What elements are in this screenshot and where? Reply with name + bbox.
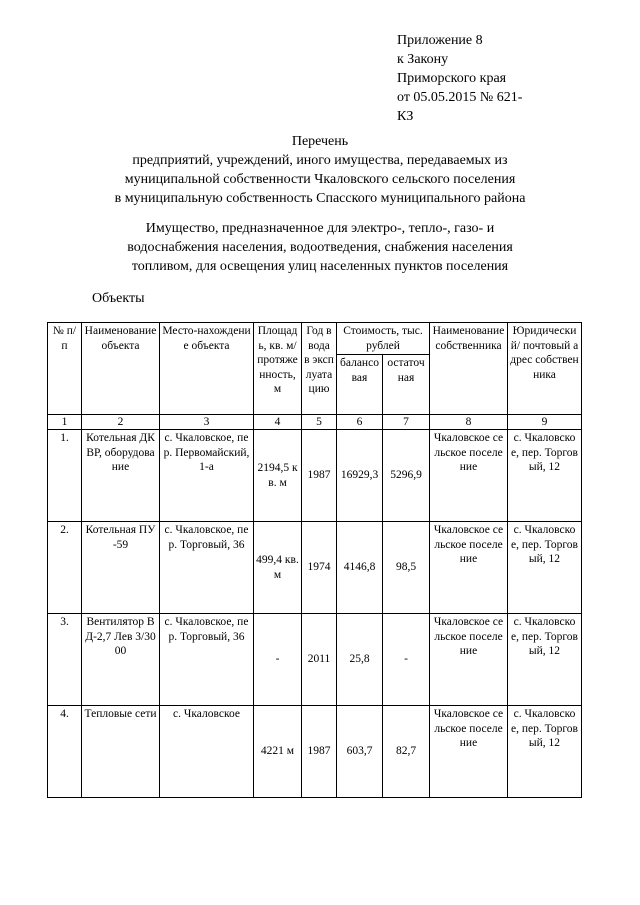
cell-address: с. Чкаловское, пер. Торговый, 12: [508, 706, 582, 798]
col-number: 9: [508, 415, 582, 430]
objects-label: Объекты: [92, 291, 145, 306]
cell-name: Вентилятор ВД-2,7 Лев 3/3000: [82, 614, 160, 706]
cell-location: с. Чкаловское, пер. Торговый, 36: [160, 614, 254, 706]
cell-year: 1987: [302, 706, 337, 798]
cell-no: 4.: [48, 706, 82, 798]
header-residual: остаточная: [383, 355, 430, 415]
header-location: Место-нахождение объекта: [160, 323, 254, 415]
objects-table: [47, 322, 582, 798]
table-row: [48, 614, 582, 706]
cell-year: 1987: [302, 430, 337, 522]
cell-area: 4221 м: [254, 706, 302, 798]
cell-owner: Чкаловское сельское поселение: [430, 430, 508, 522]
header-owner: Наименование собственника: [430, 323, 508, 415]
col-number: 8: [430, 415, 508, 430]
cell-no: 3.: [48, 614, 82, 706]
cell-address: с. Чкаловское, пер. Торговый, 12: [508, 522, 582, 614]
cell-year: 1974: [302, 522, 337, 614]
cell-no: 1.: [48, 430, 82, 522]
appendix-line: КЗ: [397, 109, 414, 124]
table-row: [48, 706, 582, 798]
cell-owner: Чкаловское сельское поселение: [430, 522, 508, 614]
purpose-text: [40, 219, 600, 276]
cell-balance: 603,7: [337, 706, 383, 798]
cell-residual: 82,7: [383, 706, 430, 798]
cell-location: с. Чкаловское, пер. Торговый, 36: [160, 522, 254, 614]
cell-residual: -: [383, 614, 430, 706]
header-balance: балансовая: [337, 355, 383, 415]
cell-location: с. Чкаловское, пер. Первомайский, 1-а: [160, 430, 254, 522]
cell-area: -: [254, 614, 302, 706]
cell-owner: Чкаловское сельское поселение: [430, 614, 508, 706]
cell-balance: 25,8: [337, 614, 383, 706]
cell-year: 2011: [302, 614, 337, 706]
header-row: [48, 323, 582, 355]
cell-area: 499,4 кв. м: [254, 522, 302, 614]
title-line: в муниципальную собственность Спасского муниципального района: [114, 191, 526, 206]
header-cost: Стоимость, тыс. рублей: [337, 323, 430, 355]
col-number: 1: [48, 415, 82, 430]
col-number: 4: [254, 415, 302, 430]
header-year: Год ввода в эксплуатацию: [302, 323, 337, 415]
table-row: [48, 522, 582, 614]
cell-no: 2.: [48, 522, 82, 614]
cell-balance: 16929,3: [337, 430, 383, 522]
col-number: 6: [337, 415, 383, 430]
cell-owner: Чкаловское сельское поселение: [430, 706, 508, 798]
purpose-line: Имущество, предназначенное для электро-, тепло-, газо- и: [145, 221, 495, 236]
document-title: [40, 132, 600, 208]
column-numbers-row: [48, 415, 582, 430]
title-line: муниципальной собственности Чкаловского сельского поселения: [124, 172, 516, 187]
appendix-line: Приложение 8: [397, 33, 483, 48]
cell-location: с. Чкаловское: [160, 706, 254, 798]
cell-address: с. Чкаловское, пер. Торговый, 12: [508, 430, 582, 522]
title-line: предприятий, учреждений, иного имущества, передаваемых из: [132, 153, 508, 168]
cell-name: Котельная ДКВР, оборудование: [82, 430, 160, 522]
cell-residual: 5296,9: [383, 430, 430, 522]
header-no: № п/п: [48, 323, 82, 415]
cell-name: Котельная ПУ-59: [82, 522, 160, 614]
col-number: 7: [383, 415, 430, 430]
appendix-line: от 05.05.2015 № 621-: [397, 90, 523, 105]
appendix-line: к Закону: [397, 52, 449, 67]
col-number: 5: [302, 415, 337, 430]
appendix-header: [397, 31, 522, 126]
title-heading: Перечень: [291, 134, 349, 149]
cell-name: Тепловые сети: [82, 706, 160, 798]
header-area: Площадь, кв. м/ протяженность, м: [254, 323, 302, 415]
cell-residual: 98,5: [383, 522, 430, 614]
header-address: Юридический/ почтовый адрес собственника: [508, 323, 582, 415]
col-number: 3: [160, 415, 254, 430]
cell-address: с. Чкаловское, пер. Торговый, 12: [508, 614, 582, 706]
cell-balance: 4146,8: [337, 522, 383, 614]
table-row: [48, 430, 582, 522]
cell-area: 2194,5 кв. м: [254, 430, 302, 522]
header-name: Наименование объекта: [82, 323, 160, 415]
appendix-line: Приморского края: [397, 71, 507, 86]
col-number: 2: [82, 415, 160, 430]
purpose-line: водоснабжения населения, водоотведения, снабжения населения: [127, 240, 513, 255]
purpose-line: топливом, для освещения улиц населенных пунктов поселения: [131, 259, 509, 274]
